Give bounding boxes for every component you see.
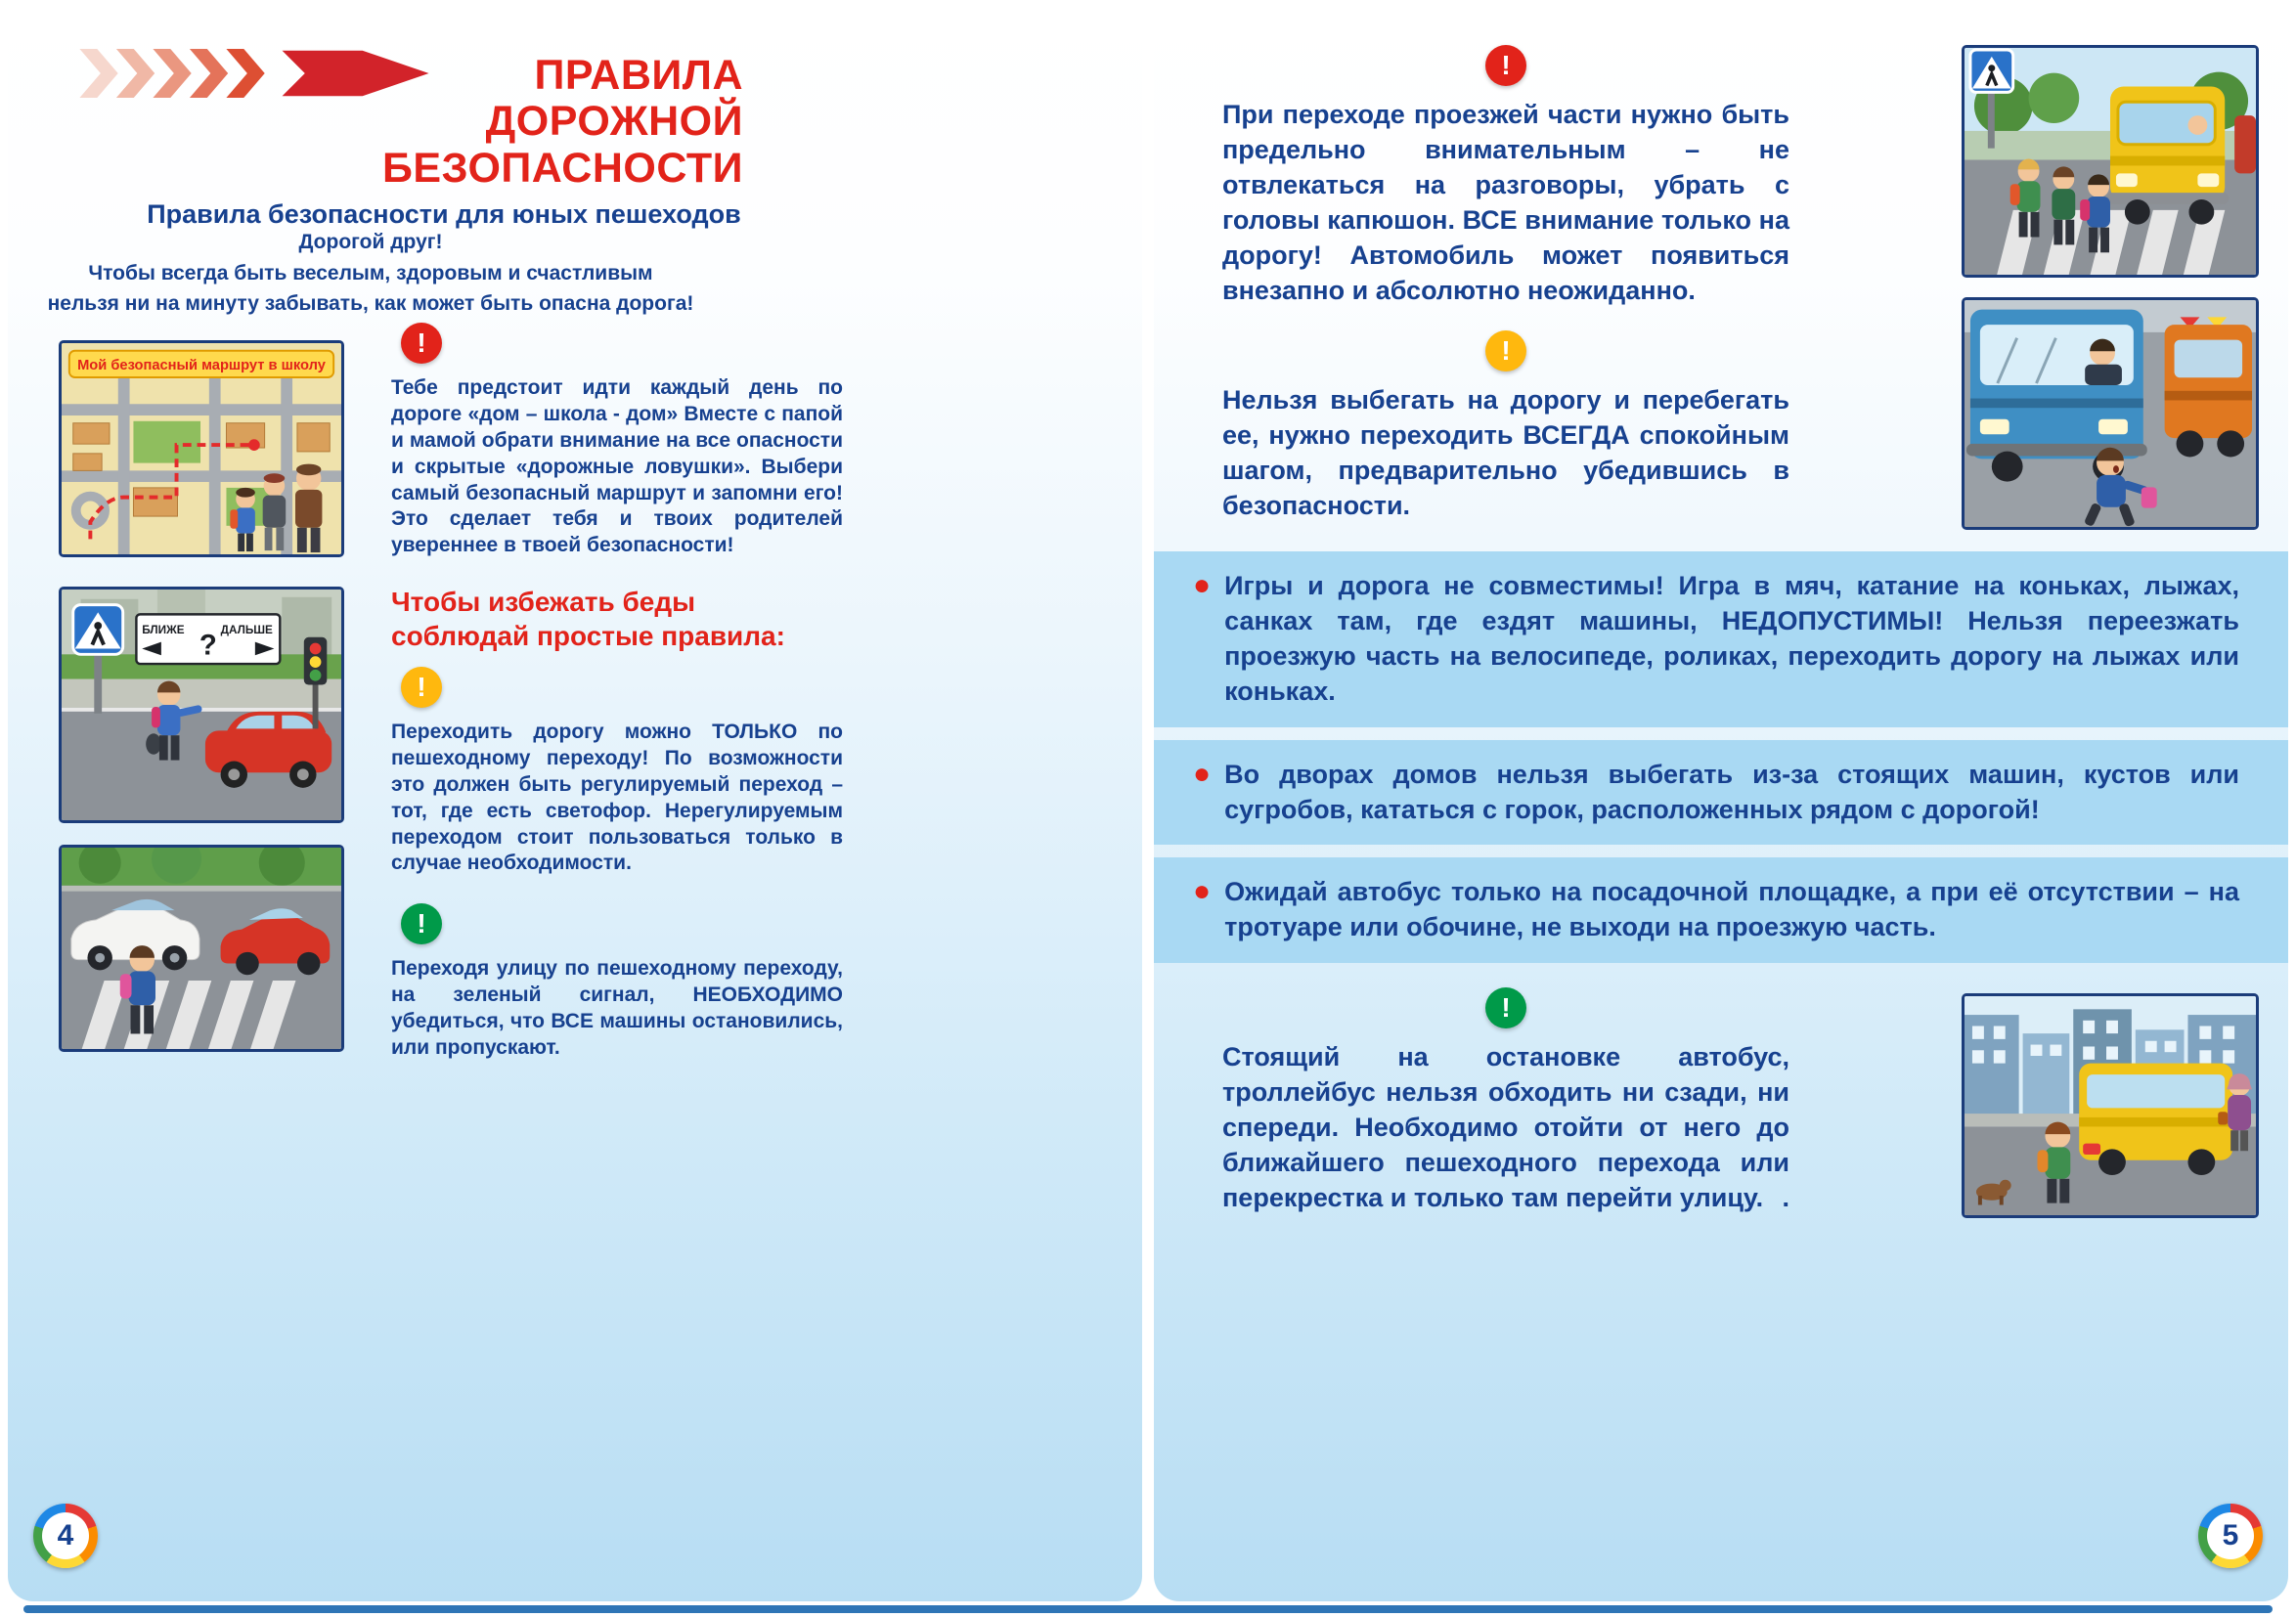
- warning-icon-green: [1485, 987, 1526, 1028]
- rule-text-standing-bus-body: Стоящий на остановке автобус, троллейбус нельзя обходить ни сзади, ни спереди. Необходимо отойти от него до ближайшего пешеходного перехода или перекрестка и только там перейти улицу.: [1222, 1042, 1789, 1212]
- page-title: [145, 53, 743, 192]
- rule-band-games: [1154, 551, 2288, 727]
- rule-band-text: Во дворах домов нельзя выбегать из-за стоящих машин, кустов или сугробов, кататься с горок, расположенных рядом с дорогой!: [1224, 759, 2239, 824]
- page-left: [8, 8, 1142, 1601]
- title-line-1: ПРАВИЛА: [534, 52, 743, 99]
- rule-text-green-signal: Переходя улицу по пешеходному переходу, на зеленый сигнал, НЕОБХОДИМО убедиться, что ВСЕ машины остановились, или пропускают.: [391, 957, 843, 1059]
- illustration-crossing-choice: [59, 587, 344, 823]
- exclamation-glyph: !: [417, 908, 426, 939]
- sign-question-mark: ?: [199, 629, 217, 662]
- map-caption: Мой безопасный маршрут в школу: [77, 358, 326, 374]
- header: [145, 53, 743, 230]
- exclamation-glyph: !: [1501, 992, 1511, 1023]
- exclamation-glyph: !: [1501, 335, 1511, 366]
- exclamation-glyph: !: [417, 328, 426, 358]
- sign-closer-label: БЛИЖЕ: [142, 623, 185, 636]
- warning-icon-red: [401, 323, 442, 364]
- warning-icon-red: [1485, 45, 1526, 86]
- orange-truck: [2165, 317, 2252, 457]
- illustration-safe-route-map: [59, 340, 344, 557]
- warning-icon-yellow: [1485, 330, 1526, 371]
- intro-text: [43, 227, 698, 320]
- page-number-4: [33, 1504, 98, 1568]
- yellow-bus: [2079, 1064, 2232, 1175]
- rules-heading-line-2: соблюдай простые правила:: [391, 621, 785, 651]
- warning-icon-green: [401, 903, 442, 944]
- warning-icon-yellow: [401, 667, 442, 708]
- intro-line-1: Дорогой друг!: [298, 231, 443, 253]
- illustration-kids-crossing-van: [1962, 45, 2259, 278]
- page-subtitle: Правила безопасности для юных пешеходов: [147, 198, 741, 229]
- stray-period: .: [1782, 1182, 1789, 1212]
- map-destination-pin: [248, 439, 260, 451]
- intro-line-3: нельзя ни на минуту забывать, как может быть опасна дорога!: [47, 292, 694, 315]
- rule-band-text: Ожидай автобус только на посадочной площадке, а при её отсутствии – на тротуаре или обочине, не выходи на проезжую часть.: [1224, 877, 2239, 942]
- rule-band-yards: [1154, 740, 2288, 846]
- intro-line-2: Чтобы всегда быть веселым, здоровым и счастливым: [88, 261, 653, 284]
- rule-band-text: Игры и дорога не совместимы! Игра в мяч, катание на коньках, лыжах, санках там, где ездят машины, НЕДОПУСТИМЫ! Нельзя переезжать проезжую часть на велосипеде, роликах, переходить дорогу на лыжах или коньках.: [1224, 571, 2239, 706]
- sign-farther-label: ДАЛЬШЕ: [220, 623, 273, 636]
- illustration-boy-running-bus: [1962, 297, 2259, 530]
- title-line-2: ДОРОЖНОЙ БЕЗОПАСНОСТИ: [381, 98, 743, 192]
- rule-text-attention: При переходе проезжей части нужно быть предельно внимательным – не отвлекаться на разговоры, убрать с головы капюшон. ВСЕ внимание только на дорогу! Автомобиль может появиться внезапно и абсолютно неожиданно.: [1222, 100, 1789, 305]
- rule-text-no-running: Нельзя выбегать на дорогу и перебегать ее, нужно переходить ВСЕГДА спокойным шагом, предварительно убедившись в безопасности.: [1222, 385, 1789, 520]
- rule-text-standing-bus: [1222, 1040, 1789, 1216]
- rule-text-crosswalk-only: Переходить дорогу можно ТОЛЬКО по пешеходному переходу! По возможности это должен быть регулируемый переход – тот, где есть светофор. Нерегулируемым переходом стоит пользоваться только в случае необходимости.: [391, 721, 843, 875]
- illustration-boy-behind-bus: [1962, 993, 2259, 1218]
- rule-text-safe-route: Тебе предстоит идти каждый день по дороге «дом – школа - дом» Вместе с папой и мамой обрати внимание на все опасности и скрытые «дорожные ловушки». Выбери самый безопасный маршрут и запомни его! Это сделает тебя и твоих родителей увереннее в твоей безопасности!: [391, 376, 843, 557]
- rules-heading-line-1: Чтобы избежать беды: [391, 587, 696, 617]
- illustration-cars-at-crossing: [59, 845, 344, 1052]
- exclamation-glyph: !: [417, 672, 426, 702]
- page-number-value: 4: [42, 1512, 89, 1559]
- rules-bands: [1154, 551, 2288, 976]
- bottom-edge-strip: [23, 1605, 2273, 1613]
- page-number-5: [2198, 1504, 2263, 1568]
- page-right: [1154, 8, 2288, 1601]
- red-car: [2234, 115, 2256, 173]
- closer-farther-sign: [136, 614, 280, 664]
- bullet-marker: ●: [1193, 757, 1212, 790]
- page-number-value: 5: [2207, 1512, 2254, 1559]
- rule-band-bus-stop: [1154, 857, 2288, 963]
- yellow-van: [2106, 86, 2229, 224]
- rules-heading: [391, 585, 785, 653]
- exclamation-glyph: !: [1501, 50, 1511, 80]
- bullet-marker: ●: [1193, 875, 1212, 908]
- bullet-marker: ●: [1193, 569, 1212, 601]
